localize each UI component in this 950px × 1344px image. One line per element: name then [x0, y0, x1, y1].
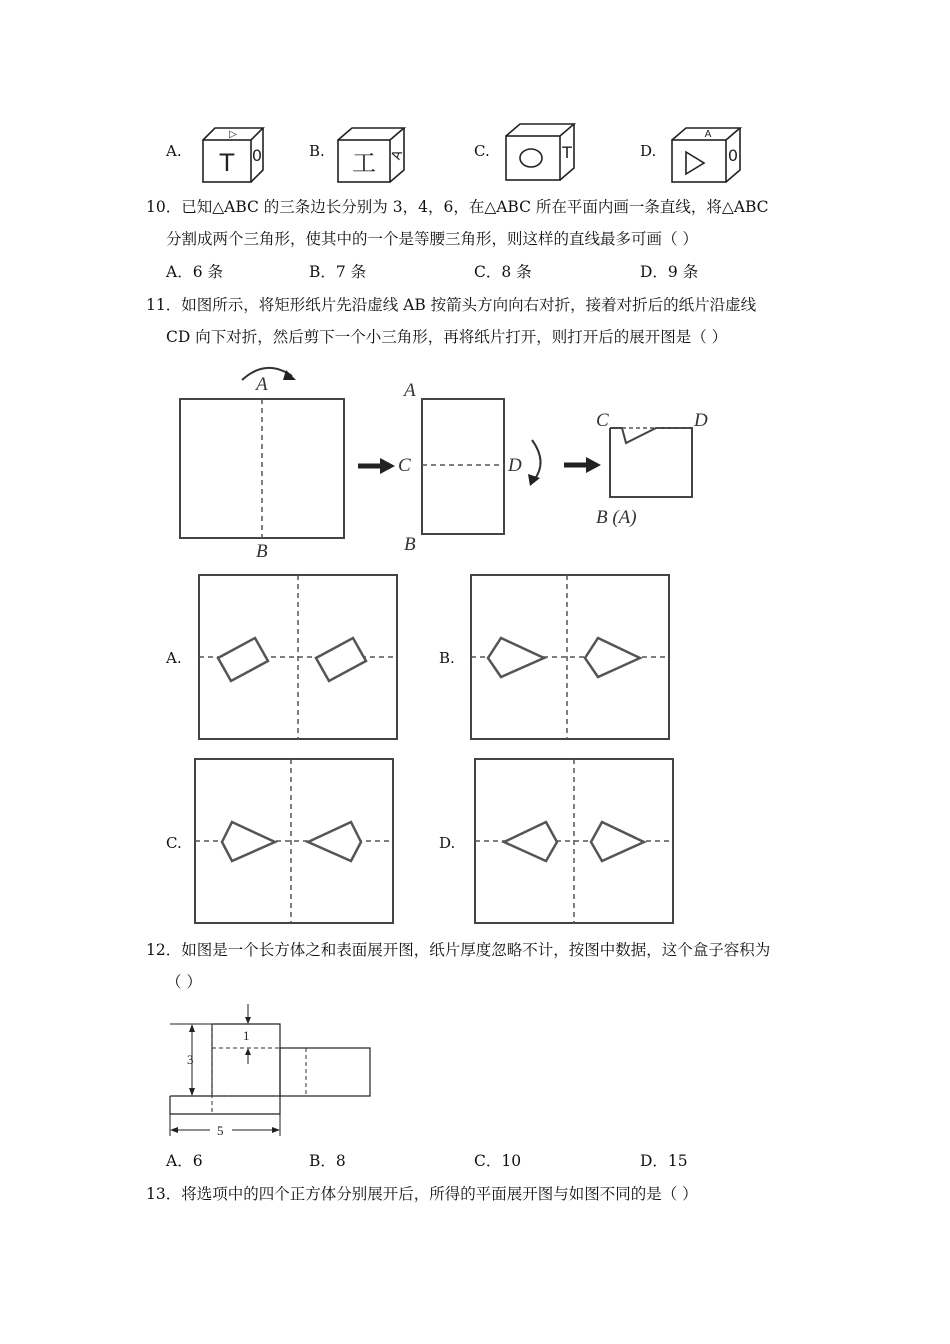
- q12-net-figure: [160, 998, 380, 1146]
- q10-stem-line1: 10．已知△ABC 的三条边长分别为 3，4，6，在△ABC 所在平面内画一条直线，将△ABC: [146, 198, 769, 216]
- q9-option-a-label: A.: [166, 142, 182, 160]
- fig-label-b2: B: [404, 534, 416, 555]
- q10-stem-line2: 分割成两个三角形，使其中的一个是等腰三角形，则这样的直线最多可画（ ）: [166, 230, 698, 248]
- q9-option-c-label: C.: [474, 142, 490, 160]
- q11-stem-line2: CD 向下对折，然后剪下一个小三角形，再将纸片打开，则打开后的展开图是（ ）: [166, 328, 728, 346]
- step-arrow-1: [380, 458, 395, 474]
- q10-option-a: A．6 条: [166, 263, 223, 281]
- q9-cube-d-side: 0: [727, 146, 739, 165]
- fig-label-ba: B (A): [596, 507, 637, 528]
- q9-cube-b: [330, 124, 415, 186]
- q12-option-a: A．6: [166, 1152, 203, 1170]
- dim-1-label: 1: [243, 1028, 250, 1043]
- q9-cube-c-front-circle: [520, 149, 542, 167]
- q9-cube-c-side: T: [562, 143, 572, 162]
- q12-option-c: C．10: [474, 1152, 522, 1170]
- fig-label-a2: A: [404, 380, 416, 401]
- q9-cube-d: [664, 124, 749, 186]
- q11-option-d-figure: [474, 758, 676, 926]
- q12-option-d: D．15: [640, 1152, 688, 1170]
- q9-cube-b-front: 工: [352, 149, 376, 177]
- q11-stem-line1: 11．如图所示，将矩形纸片先沿虚线 AB 按箭头方向向右对折，接着对折后的纸片沿虚线: [146, 296, 757, 314]
- q10-option-d: D．9 条: [640, 263, 699, 281]
- q9-cube-a-top: ▷: [229, 129, 237, 140]
- fig-label-c2: C: [596, 410, 609, 431]
- q9-cube-c: [498, 120, 583, 184]
- q9-option-b-label: B.: [309, 142, 325, 160]
- q11-option-b-figure: [470, 574, 672, 742]
- q13-stem-line1: 13．将选项中的四个正方体分别展开后，所得的平面展开图与如图不同的是（ ）: [146, 1185, 698, 1203]
- q9-cube-d-top: A: [704, 129, 712, 140]
- q11-folding-figure: [170, 358, 730, 563]
- q11-option-a-figure: [198, 574, 400, 742]
- q9-cube-a-front: T: [219, 149, 235, 177]
- dim-3-label: 3: [187, 1052, 194, 1067]
- q10-option-b: B．7 条: [309, 263, 367, 281]
- step-arrow-2: [586, 457, 601, 473]
- q12-stem-line2: （ ）: [166, 973, 202, 991]
- fig-label-d1: D: [508, 455, 522, 476]
- fig-label-a1: A: [256, 374, 268, 395]
- q9-option-d-label: D.: [640, 142, 657, 160]
- q9-cube-b-side: A: [388, 148, 407, 162]
- q12-stem-line1: 12．如图是一个长方体之和表面展开图，纸片厚度忽略不计，按图中数据，这个盒子容积为: [146, 941, 771, 959]
- fig-label-c1: C: [398, 455, 411, 476]
- q11-option-a-label: A.: [166, 649, 182, 667]
- dim-5-label: 5: [217, 1123, 224, 1138]
- q9-cube-a: [195, 124, 275, 186]
- q11-option-b-label: B.: [439, 649, 455, 667]
- fold-arrow-down: [532, 440, 541, 480]
- q11-option-c-label: C.: [166, 834, 182, 852]
- q11-option-d-label: D.: [439, 834, 456, 852]
- q9-cube-d-front-triangle: [686, 152, 704, 174]
- fig-label-b1: B: [256, 541, 268, 562]
- fig-label-d2: D: [694, 410, 708, 431]
- q9-cube-a-side: 0: [251, 146, 263, 165]
- q12-option-b: B．8: [309, 1152, 346, 1170]
- q10-option-c: C．8 条: [474, 263, 532, 281]
- q11-option-c-figure: [194, 758, 396, 926]
